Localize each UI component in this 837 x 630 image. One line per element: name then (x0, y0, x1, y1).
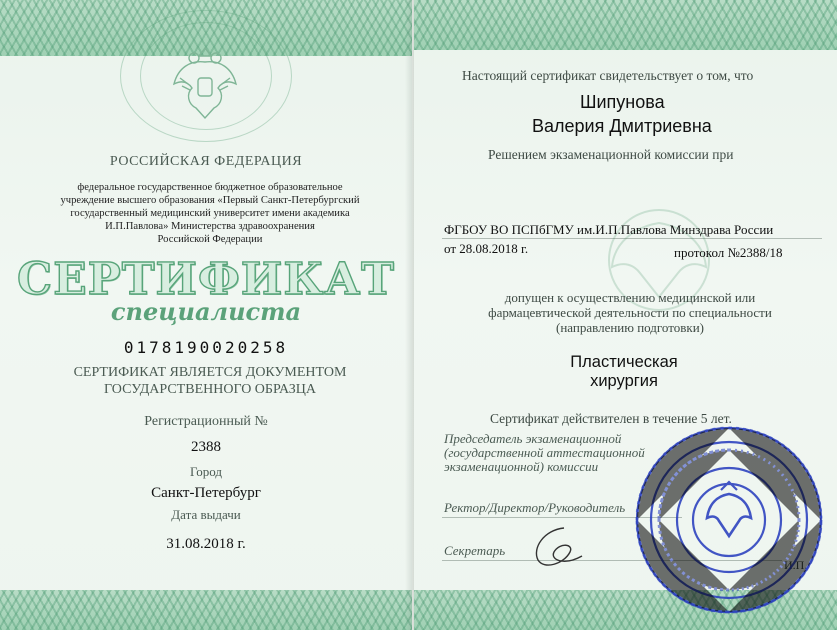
certificate-subtitle: специалиста (110, 297, 302, 326)
admission-text (460, 290, 800, 335)
admission-line: (направлению подготовки) (556, 320, 704, 335)
secretary-label: Секретарь (444, 543, 506, 558)
org-line: Российской Федерации (157, 234, 263, 245)
serial-number: 0178190020258 (123, 338, 289, 357)
protocol-number: протокол №2388/18 (674, 245, 783, 260)
specialty (474, 353, 774, 391)
institution-name: ФГБОУ ВО ПСПбГМУ им.И.П.Павлова Минздрава России (444, 222, 774, 237)
issue-date-value: 31.08.2018 г. (166, 536, 246, 552)
decorative-top-band (414, 0, 837, 50)
org-line: учреждение высшего образования «Первый Санкт-Петербургский (60, 195, 360, 206)
holder-given-names: Валерия Дмитриевна (532, 116, 712, 136)
specialty-line: хирургия (590, 372, 658, 390)
admission-line: допущен к осуществлению медицинской или (504, 290, 756, 305)
chair-line: Председатель экзаменационной (444, 431, 622, 446)
validity-text: Сертификат действителен в течение 5 лет. (490, 411, 732, 426)
state-document-notice (40, 364, 380, 398)
state-doc-line: СЕРТИФИКАТ ЯВЛЯЕТСЯ ДОКУМЕНТОМ (73, 365, 347, 380)
country-label: РОССИЙСКАЯ ФЕДЕРАЦИЯ (109, 154, 303, 169)
official-seal-stamp (629, 420, 829, 620)
rector-label: Ректор/Директор/Руководитель (444, 500, 626, 515)
org-line: государственный медицинский университет имени академика (70, 208, 350, 219)
registration-number: 2388 (191, 439, 221, 455)
admission-line: фармацевтической деятельности по специальности (488, 305, 772, 320)
registration-label: Регистрационный № (144, 414, 268, 429)
coat-of-arms-icon (170, 38, 240, 128)
handwritten-signature (524, 520, 594, 570)
decorative-bottom-band (0, 590, 412, 630)
certificate-title: СЕРТИФИКАТ (17, 254, 395, 305)
org-line: федеральное государственное бюджетное образовательное (77, 182, 343, 193)
city-label: Город (189, 464, 223, 479)
specialty-line: Пластическая (570, 353, 678, 371)
decision-text: Решением экзаменационной комиссии при (488, 147, 734, 162)
intro-text: Настоящий сертификат свидетельствует о том, что (462, 68, 754, 83)
org-line: И.П.Павлова» Министерства здравоохранения (105, 221, 315, 232)
chair-line: экзаменационной) комиссии (444, 459, 599, 474)
city-value: Санкт-Петербург (151, 485, 261, 501)
certificate-right-page (414, 0, 837, 630)
holder-surname: Шипунова (580, 92, 665, 112)
organization-name (50, 181, 370, 246)
issue-date-label: Дата выдачи (171, 507, 241, 522)
chair-line: (государственной аттестационной (444, 445, 645, 460)
state-doc-line: ГОСУДАРСТВЕННОГО ОБРАЗЦА (104, 382, 316, 397)
certificate-left-page (0, 0, 412, 630)
commission-chair-label (444, 432, 645, 474)
exam-date: от 28.08.2018 г. (444, 241, 529, 256)
underline (442, 238, 822, 239)
